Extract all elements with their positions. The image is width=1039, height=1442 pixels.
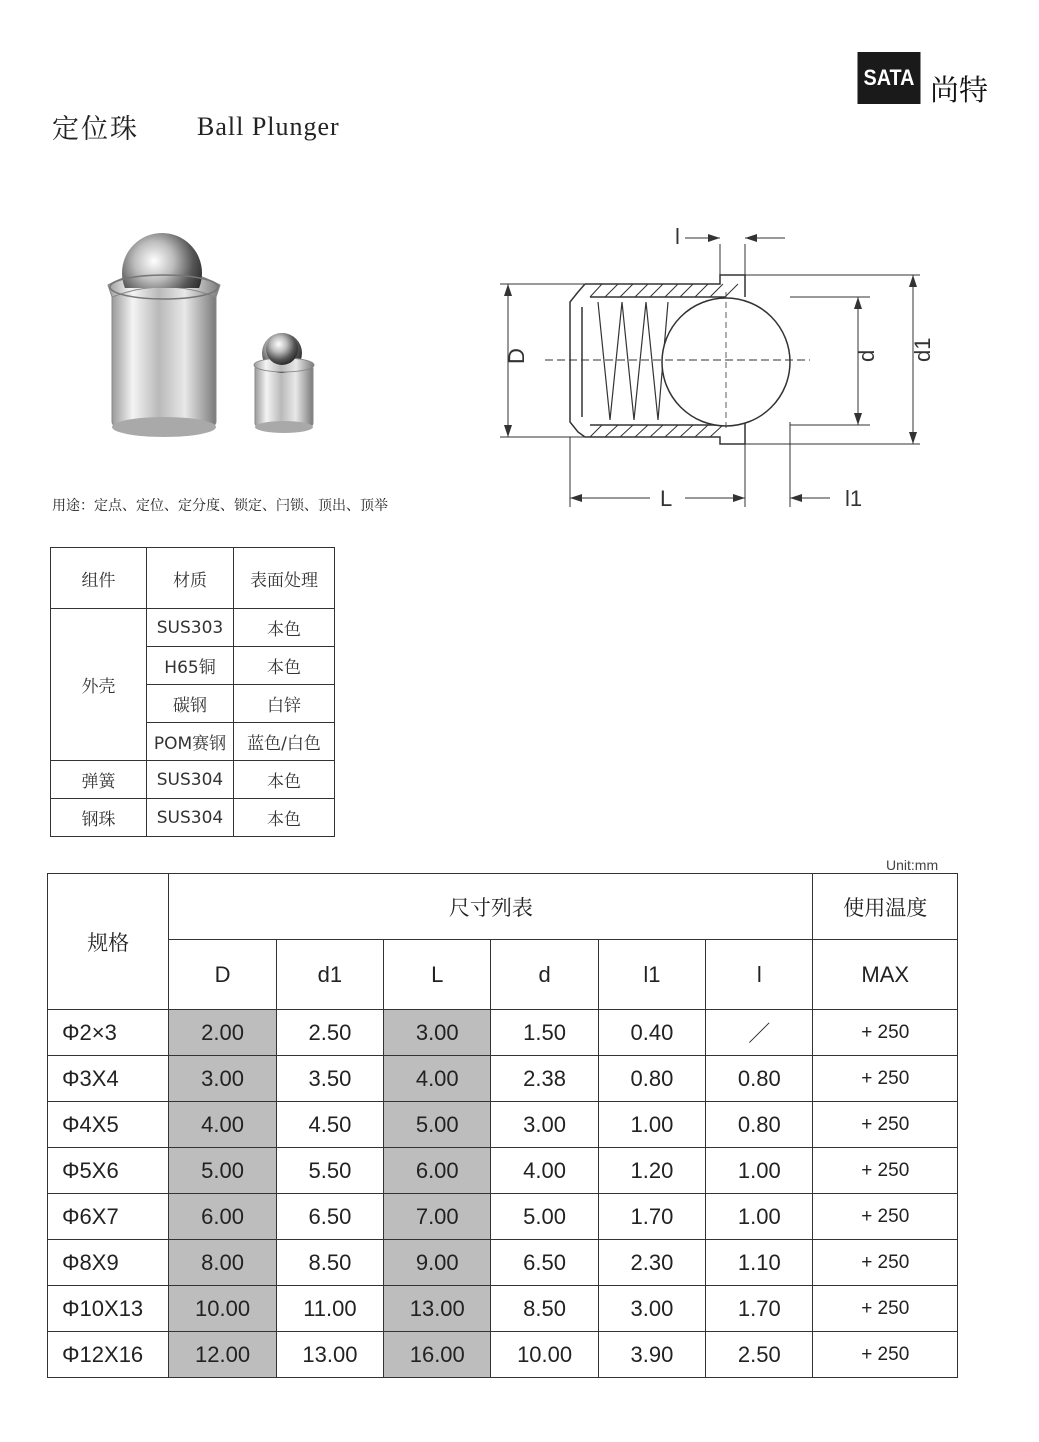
cell-max: + 250 — [813, 1286, 958, 1332]
col-header-finish: 表面处理 — [234, 548, 335, 609]
cell-l1: 3.90 — [598, 1332, 705, 1378]
col-header-d1: d1 — [276, 940, 383, 1010]
col-header-max: MAX — [813, 940, 958, 1010]
cell-d: 2.38 — [491, 1056, 598, 1102]
col-header-d: d — [491, 940, 598, 1010]
drawing-label-L: L — [660, 486, 673, 511]
cell-d: 8.50 — [491, 1286, 598, 1332]
cell-max: + 250 — [813, 1148, 958, 1194]
table-row — [48, 1148, 958, 1194]
size-table — [47, 873, 958, 1378]
finish-cell: 本色 — [234, 799, 335, 837]
cell-d1: 3.50 — [276, 1056, 383, 1102]
cell-l1: 1.70 — [598, 1194, 705, 1240]
cell-d1: 6.50 — [276, 1194, 383, 1240]
cell-l: 1.00 — [706, 1148, 813, 1194]
table-row — [48, 1010, 958, 1056]
cell-max: + 250 — [813, 1056, 958, 1102]
usage-text: 用途：定点、定位、定分度、锁定、闩锁、顶出、顶举 — [52, 498, 388, 514]
spec-cell: Φ8X9 — [48, 1240, 169, 1286]
cell-d1: 5.50 — [276, 1148, 383, 1194]
product-photo — [90, 225, 350, 455]
cell-L: 7.00 — [384, 1194, 491, 1240]
cell-max: + 250 — [813, 1010, 958, 1056]
cell-d1: 2.50 — [276, 1010, 383, 1056]
cell-D: 2.00 — [169, 1010, 276, 1056]
finish-cell: 蓝色/白色 — [234, 723, 335, 761]
spec-cell: Φ12X16 — [48, 1332, 169, 1378]
cell-l1: 2.30 — [598, 1240, 705, 1286]
spec-cell: Φ10X13 — [48, 1286, 169, 1332]
cell-D: 3.00 — [169, 1056, 276, 1102]
cell-d: 5.00 — [491, 1194, 598, 1240]
unit-label: Unit:mm — [886, 857, 939, 873]
component-shell: 外壳 — [51, 609, 147, 761]
component-cell: 弹簧 — [51, 761, 147, 799]
cell-D: 10.00 — [169, 1286, 276, 1332]
cell-d1: 13.00 — [276, 1332, 383, 1378]
material-cell: SUS304 — [147, 761, 234, 799]
material-cell: POM赛钢 — [147, 723, 234, 761]
brand-name-cn: 尚特 — [930, 73, 989, 107]
finish-cell: 本色 — [234, 647, 335, 685]
col-header-l1: l1 — [598, 940, 705, 1010]
cell-d1: 8.50 — [276, 1240, 383, 1286]
table-row — [48, 1102, 958, 1148]
drawing-label-d: d — [854, 349, 879, 362]
finish-cell: 本色 — [234, 609, 335, 647]
spec-cell: Φ5X6 — [48, 1148, 169, 1194]
cell-d: 6.50 — [491, 1240, 598, 1286]
cell-L: 6.00 — [384, 1148, 491, 1194]
cell-l: 2.50 — [706, 1332, 813, 1378]
cell-d: 3.00 — [491, 1102, 598, 1148]
table-row — [48, 1286, 958, 1332]
cell-l1: 0.40 — [598, 1010, 705, 1056]
cell-max: + 250 — [813, 1102, 958, 1148]
cell-d1: 4.50 — [276, 1102, 383, 1148]
col-header-l: l — [706, 940, 813, 1010]
cell-D: 5.00 — [169, 1148, 276, 1194]
material-cell: SUS303 — [147, 609, 234, 647]
cell-l1: 1.20 — [598, 1148, 705, 1194]
table-row — [48, 1194, 958, 1240]
finish-cell: 白锌 — [234, 685, 335, 723]
col-header-D: D — [169, 940, 276, 1010]
cell-max: + 250 — [813, 1194, 958, 1240]
drawing-label-D: D — [504, 348, 529, 364]
col-header-material: 材质 — [147, 548, 234, 609]
cell-L: 4.00 — [384, 1056, 491, 1102]
cell-l: 1.70 — [706, 1286, 813, 1332]
cell-L: 13.00 — [384, 1286, 491, 1332]
material-cell: 碳钢 — [147, 685, 234, 723]
cell-L: 3.00 — [384, 1010, 491, 1056]
table-row — [48, 1332, 958, 1378]
cell-d: 1.50 — [491, 1010, 598, 1056]
cell-l: 1.00 — [706, 1194, 813, 1240]
cell-D: 8.00 — [169, 1240, 276, 1286]
col-header-L: L — [384, 940, 491, 1010]
cell-L: 16.00 — [384, 1332, 491, 1378]
technical-drawing — [490, 222, 950, 522]
spec-cell: Φ6X7 — [48, 1194, 169, 1240]
drawing-label-l1: l1 — [845, 486, 863, 511]
page-title-en: Ball Plunger — [197, 112, 340, 141]
spec-cell: Φ2×3 — [48, 1010, 169, 1056]
cell-D: 6.00 — [169, 1194, 276, 1240]
cell-l: 1.10 — [706, 1240, 813, 1286]
cell-D: 4.00 — [169, 1102, 276, 1148]
drawing-label-l: l — [675, 224, 680, 249]
col-header-component: 组件 — [51, 548, 147, 609]
cell-l: 0.80 — [706, 1056, 813, 1102]
cell-D: 12.00 — [169, 1332, 276, 1378]
table-row — [48, 1056, 958, 1102]
cell-l: ／ — [706, 1010, 813, 1056]
component-cell: 钢珠 — [51, 799, 147, 837]
cell-l1: 1.00 — [598, 1102, 705, 1148]
cell-l: 0.80 — [706, 1102, 813, 1148]
material-cell: H65铜 — [147, 647, 234, 685]
cell-l1: 0.80 — [598, 1056, 705, 1102]
spec-cell: Φ3X4 — [48, 1056, 169, 1102]
finish-cell: 本色 — [234, 761, 335, 799]
brand-logo: SATA — [858, 52, 921, 104]
cell-d: 10.00 — [491, 1332, 598, 1378]
cell-max: + 250 — [813, 1240, 958, 1286]
cell-L: 5.00 — [384, 1102, 491, 1148]
spec-header: 规格 — [48, 874, 169, 1010]
page-title-cn: 定位珠 — [52, 114, 139, 145]
cell-l1: 3.00 — [598, 1286, 705, 1332]
cell-L: 9.00 — [384, 1240, 491, 1286]
material-table — [50, 547, 335, 837]
material-cell: SUS304 — [147, 799, 234, 837]
cell-d: 4.00 — [491, 1148, 598, 1194]
spec-cell: Φ4X5 — [48, 1102, 169, 1148]
table-row — [48, 1240, 958, 1286]
cell-d1: 11.00 — [276, 1286, 383, 1332]
cell-max: + 250 — [813, 1332, 958, 1378]
drawing-label-d1: d1 — [910, 337, 935, 362]
dims-header: 尺寸列表 — [169, 874, 813, 940]
temp-header: 使用温度 — [813, 874, 958, 940]
